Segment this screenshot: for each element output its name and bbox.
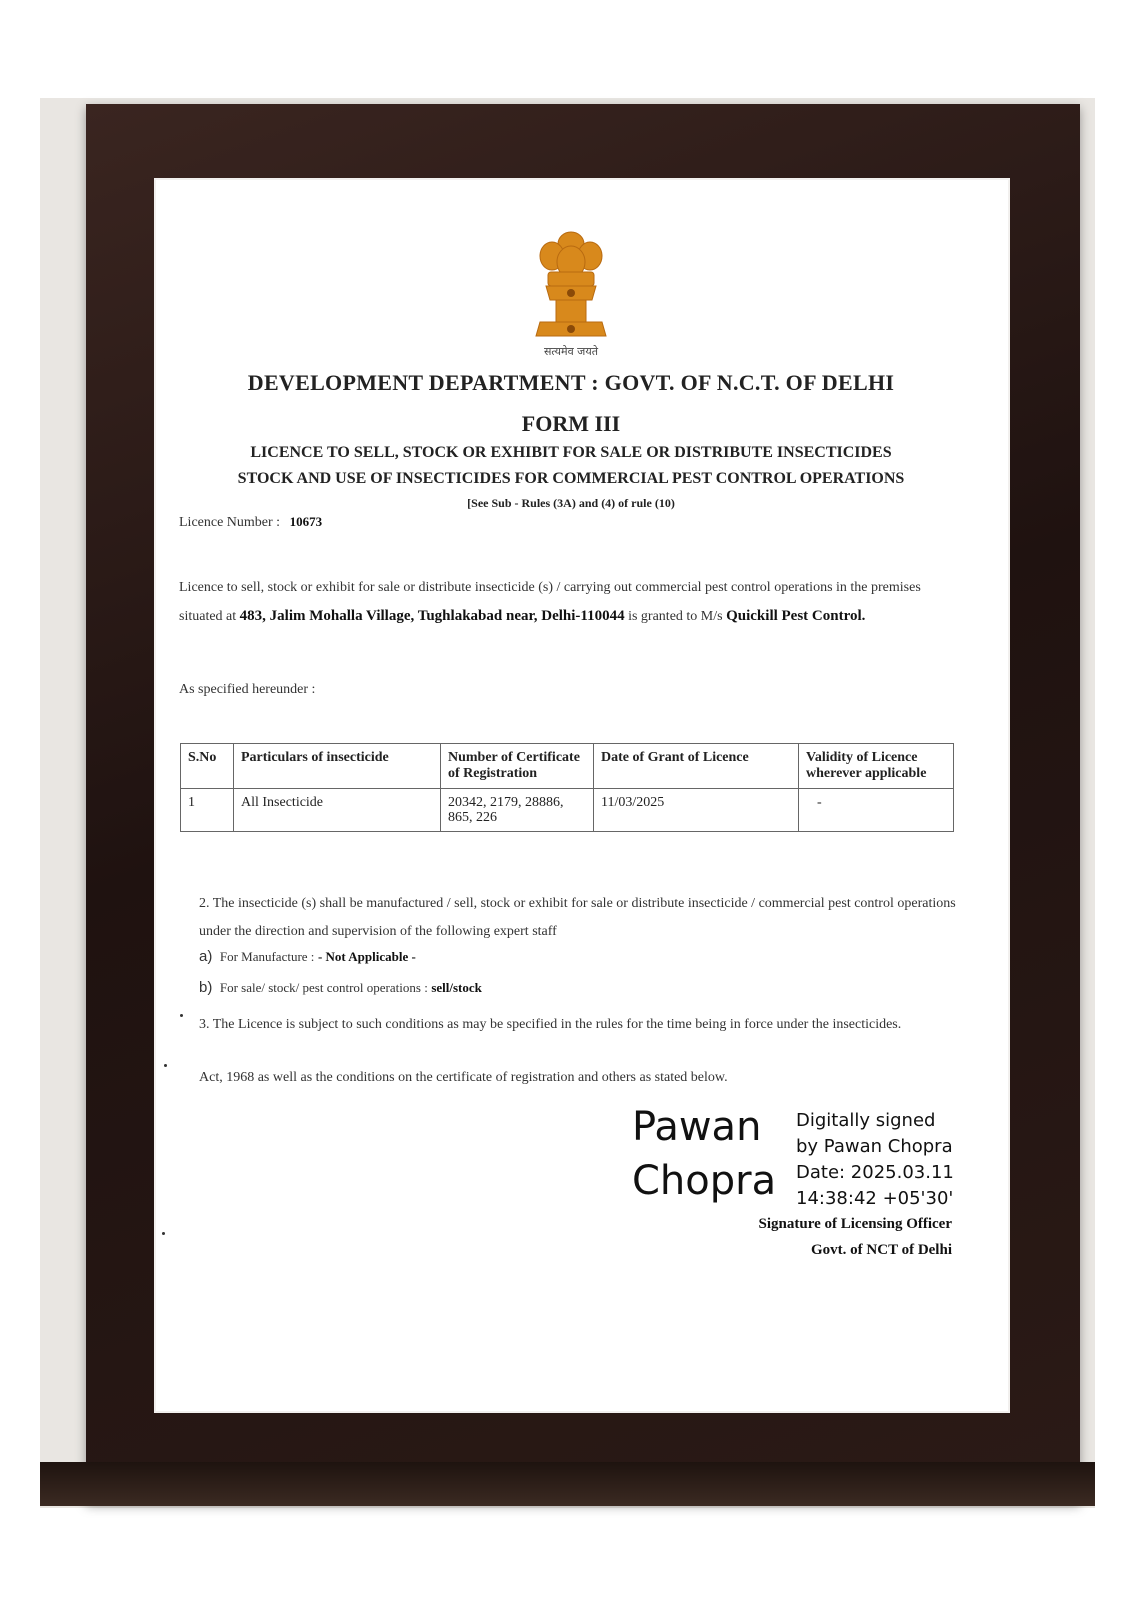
- stamp-line: Date: 2025.03.11: [796, 1162, 954, 1183]
- stamp-line: 14:38:42 +05'30': [796, 1188, 954, 1209]
- header-validity: Validity of Licence wherever applicable: [799, 744, 954, 789]
- condition-b-value: sell/stock: [431, 980, 482, 995]
- condition-b-letter: b): [199, 979, 213, 996]
- ashoka-emblem-icon: [526, 222, 616, 344]
- stamp-line: Digitally signed: [796, 1110, 936, 1131]
- licence-number-row: [179, 514, 322, 531]
- cell-certificate-number: 20342, 2179, 28886, 865, 226: [441, 789, 594, 832]
- condition-b-label: For sale/ stock/ pest control operations :: [219, 980, 428, 995]
- digital-signature-stamp: [796, 1108, 976, 1212]
- condition-a-label: For Manufacture :: [219, 949, 315, 964]
- condition-a-value: - Not Applicable -: [317, 949, 416, 964]
- condition-a: [199, 948, 969, 966]
- signature-title: Signature of Licensing Officer: [758, 1216, 952, 1232]
- grant-intro: Licence to sell, stock or exhibit for sale or distribute insecticide (s) / carrying out commercial pest control operations in the premises situated at: [179, 580, 921, 624]
- paper-speck: [180, 1014, 183, 1017]
- condition-b: [199, 979, 969, 997]
- cell-sno: 1: [181, 789, 234, 832]
- department-heading: DEVELOPMENT DEPARTMENT : GOVT. OF N.C.T. OF DELHI: [247, 370, 895, 395]
- cell-validity: -: [799, 789, 954, 832]
- firm-name: Quickill Pest Control.: [726, 608, 866, 624]
- form-title: FORM III: [521, 411, 621, 436]
- licence-subtitle-line1: LICENCE TO SELL, STOCK OR EXHIBIT FOR SALE OR DISTRIBUTE INSECTICIDES: [250, 444, 892, 461]
- table-row: [181, 789, 954, 832]
- granted-to-text: is granted to M/s: [628, 609, 723, 624]
- condition-3: 3. The Licence is subject to such conditions as may be specified in the rules for the time being in force under the insecticides.: [199, 1017, 902, 1032]
- paper-speck: [162, 1232, 165, 1235]
- national-motto: सत्यमेव जयते: [543, 345, 598, 358]
- licence-certificate: [154, 178, 1010, 1413]
- grant-paragraph: [179, 574, 949, 631]
- as-specified-text: As specified hereunder :: [179, 682, 316, 697]
- signature-govt: Govt. of NCT of Delhi: [811, 1242, 952, 1258]
- frame-shadow: [40, 1462, 1095, 1506]
- cell-date-of-grant: 11/03/2025: [594, 789, 799, 832]
- licence-subtitle-line2: STOCK AND USE OF INSECTICIDES FOR COMMERCIAL PEST CONTROL OPERATIONS: [237, 470, 905, 487]
- licence-number-value: 10673: [289, 514, 323, 529]
- rule-reference: [See Sub - Rules (3A) and (4) of rule (10): [467, 496, 675, 510]
- header-certificate-number: Number of Certificate of Registration: [441, 744, 594, 789]
- table-header-row: [181, 744, 954, 789]
- signer-first-name: Pawan: [632, 1104, 762, 1150]
- signer-last-name: Chopra: [632, 1158, 777, 1204]
- paper-speck: [164, 1064, 167, 1067]
- insecticide-table: [180, 743, 954, 832]
- header-particulars: Particulars of insecticide: [234, 744, 441, 789]
- signer-name: [632, 1100, 792, 1208]
- condition-a-letter: a): [199, 948, 213, 965]
- premises-address: 483, Jalim Mohalla Village, Tughlakabad near, Delhi-110044: [239, 608, 625, 624]
- header-date-of-grant: Date of Grant of Licence: [594, 744, 799, 789]
- cell-particulars: All Insecticide: [234, 789, 441, 832]
- condition-2: 2. The insecticide (s) shall be manufactured / sell, stock or exhibit for sale or distribute insecticide / commercial pest control operations under the direction and supervision of the following expert staff: [199, 896, 956, 939]
- stamp-line: by Pawan Chopra: [796, 1136, 953, 1157]
- header-sno: S.No: [181, 744, 234, 789]
- licence-number-label: Licence Number :: [179, 515, 281, 530]
- condition-3-continued: Act, 1968 as well as the conditions on the certificate of registration and others as stated below.: [199, 1070, 728, 1085]
